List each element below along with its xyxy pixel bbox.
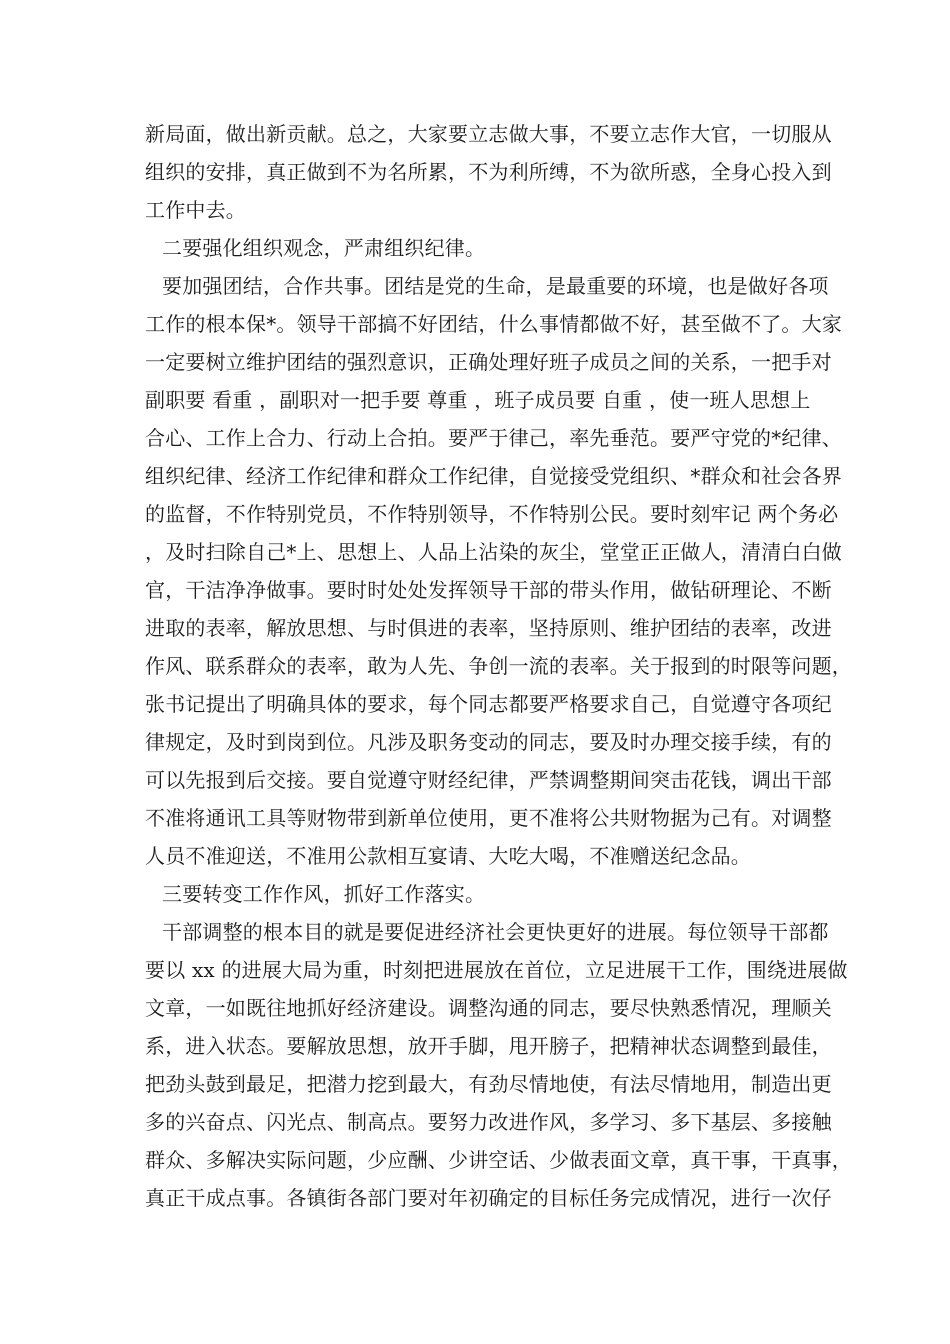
text-line: 新局面，做出新贡献。总之，大家要立志做大事，不要立志作大官，一切服从 <box>145 122 832 146</box>
text-line: 真正干成点事。各镇街各部门要对年初确定的目标任务完成情况，进行一次仔 <box>145 1186 832 1210</box>
text-line: 工作的根本保*。领导干部搞不好团结，什么事情都做不好，甚至做不了。大家 <box>145 312 842 336</box>
text-line: 群众、多解决实际问题，少应酬、少讲空话、少做表面文章，真干事，干真事， <box>145 1148 852 1172</box>
text-line: 律规定，及时到岗到位。凡涉及职务变动的同志，要及时办理交接手续，有的 <box>145 730 832 754</box>
section-heading: 二要强化组织观念，严肃组织纪律。 <box>162 236 486 260</box>
text-line: 可以先报到后交接。要自觉遵守财经纪律，严禁调整期间突击花钱，调出干部 <box>145 768 832 792</box>
text-line: 系，进入状态。要解放思想，放开手脚，甩开膀子，把精神状态调整到最佳， <box>145 1034 832 1058</box>
text-line: 作风、联系群众的表率，敢为人先、争创一流的表率。关于报到的时限等问题， <box>145 654 852 678</box>
text-line: 副职要 看重 ，副职对一把手要 尊重 ，班子成员要 自重 ，使一班人思想上 <box>145 388 811 412</box>
text-line: 多的兴奋点、闪光点、制高点。要努力改进作风，多学习、多下基层、多接触 <box>145 1110 832 1134</box>
text-line: 组织的安排，真正做到不为名所累，不为利所缚，不为欲所惑，全身心投入到 <box>145 160 832 184</box>
text-line: 要以 xx 的进展大局为重，时刻把进展放在首位，立足进展干工作，围绕进展做 <box>145 958 848 982</box>
text-line: 合心、工作上合力、行动上合拍。要严于律己，率先垂范。要严守党的*纪律、 <box>145 426 842 450</box>
text-line: ，及时扫除自己*上、思想上、人品上沾染的灰尘，堂堂正正做人，清清白白做 <box>145 540 842 564</box>
text-line: 一定要树立维护团结的强烈意识，正确处理好班子成员之间的关系，一把手对 <box>145 350 832 374</box>
text-line: 官，干洁净净做事。要时时处处发挥领导干部的带头作用，做钻研理论、不断 <box>145 578 832 602</box>
text-line: 组织纪律、经济工作纪律和群众工作纪律，自觉接受党组织、*群众和社会各界 <box>145 464 842 488</box>
text-line: 工作中去。 <box>145 198 246 222</box>
text-line: 不准将通讯工具等财物带到新单位使用，更不准将公共财物据为己有。对调整 <box>145 806 832 830</box>
text-line: 人员不准迎送，不准用公款相互宴请、大吃大喝，不准赠送纪念品。 <box>145 844 751 868</box>
text-line: 张书记提出了明确具体的要求，每个同志都要严格要求自己，自觉遵守各项纪 <box>145 692 832 716</box>
text-line: 干部调整的根本目的就是要促进经济社会更快更好的进展。每位领导干部都 <box>162 920 829 944</box>
section-heading: 三要转变工作作风，抓好工作落实。 <box>162 882 486 906</box>
text-line: 把劲头鼓到最足，把潜力挖到最大，有劲尽情地使，有法尽情地用，制造出更 <box>145 1072 832 1096</box>
text-line: 文章，一如既往地抓好经济建设。调整沟通的同志，要尽快熟悉情况，理顺关 <box>145 996 832 1020</box>
text-line: 进取的表率，解放思想、与时俱进的表率，坚持原则、维护团结的表率，改进 <box>145 616 832 640</box>
text-line: 要加强团结，合作共事。团结是党的生命，是最重要的环境，也是做好各项 <box>162 274 829 298</box>
text-line: 的监督，不作特别党员，不作特别领导，不作特别公民。要时刻牢记 两个务必 <box>145 502 839 526</box>
